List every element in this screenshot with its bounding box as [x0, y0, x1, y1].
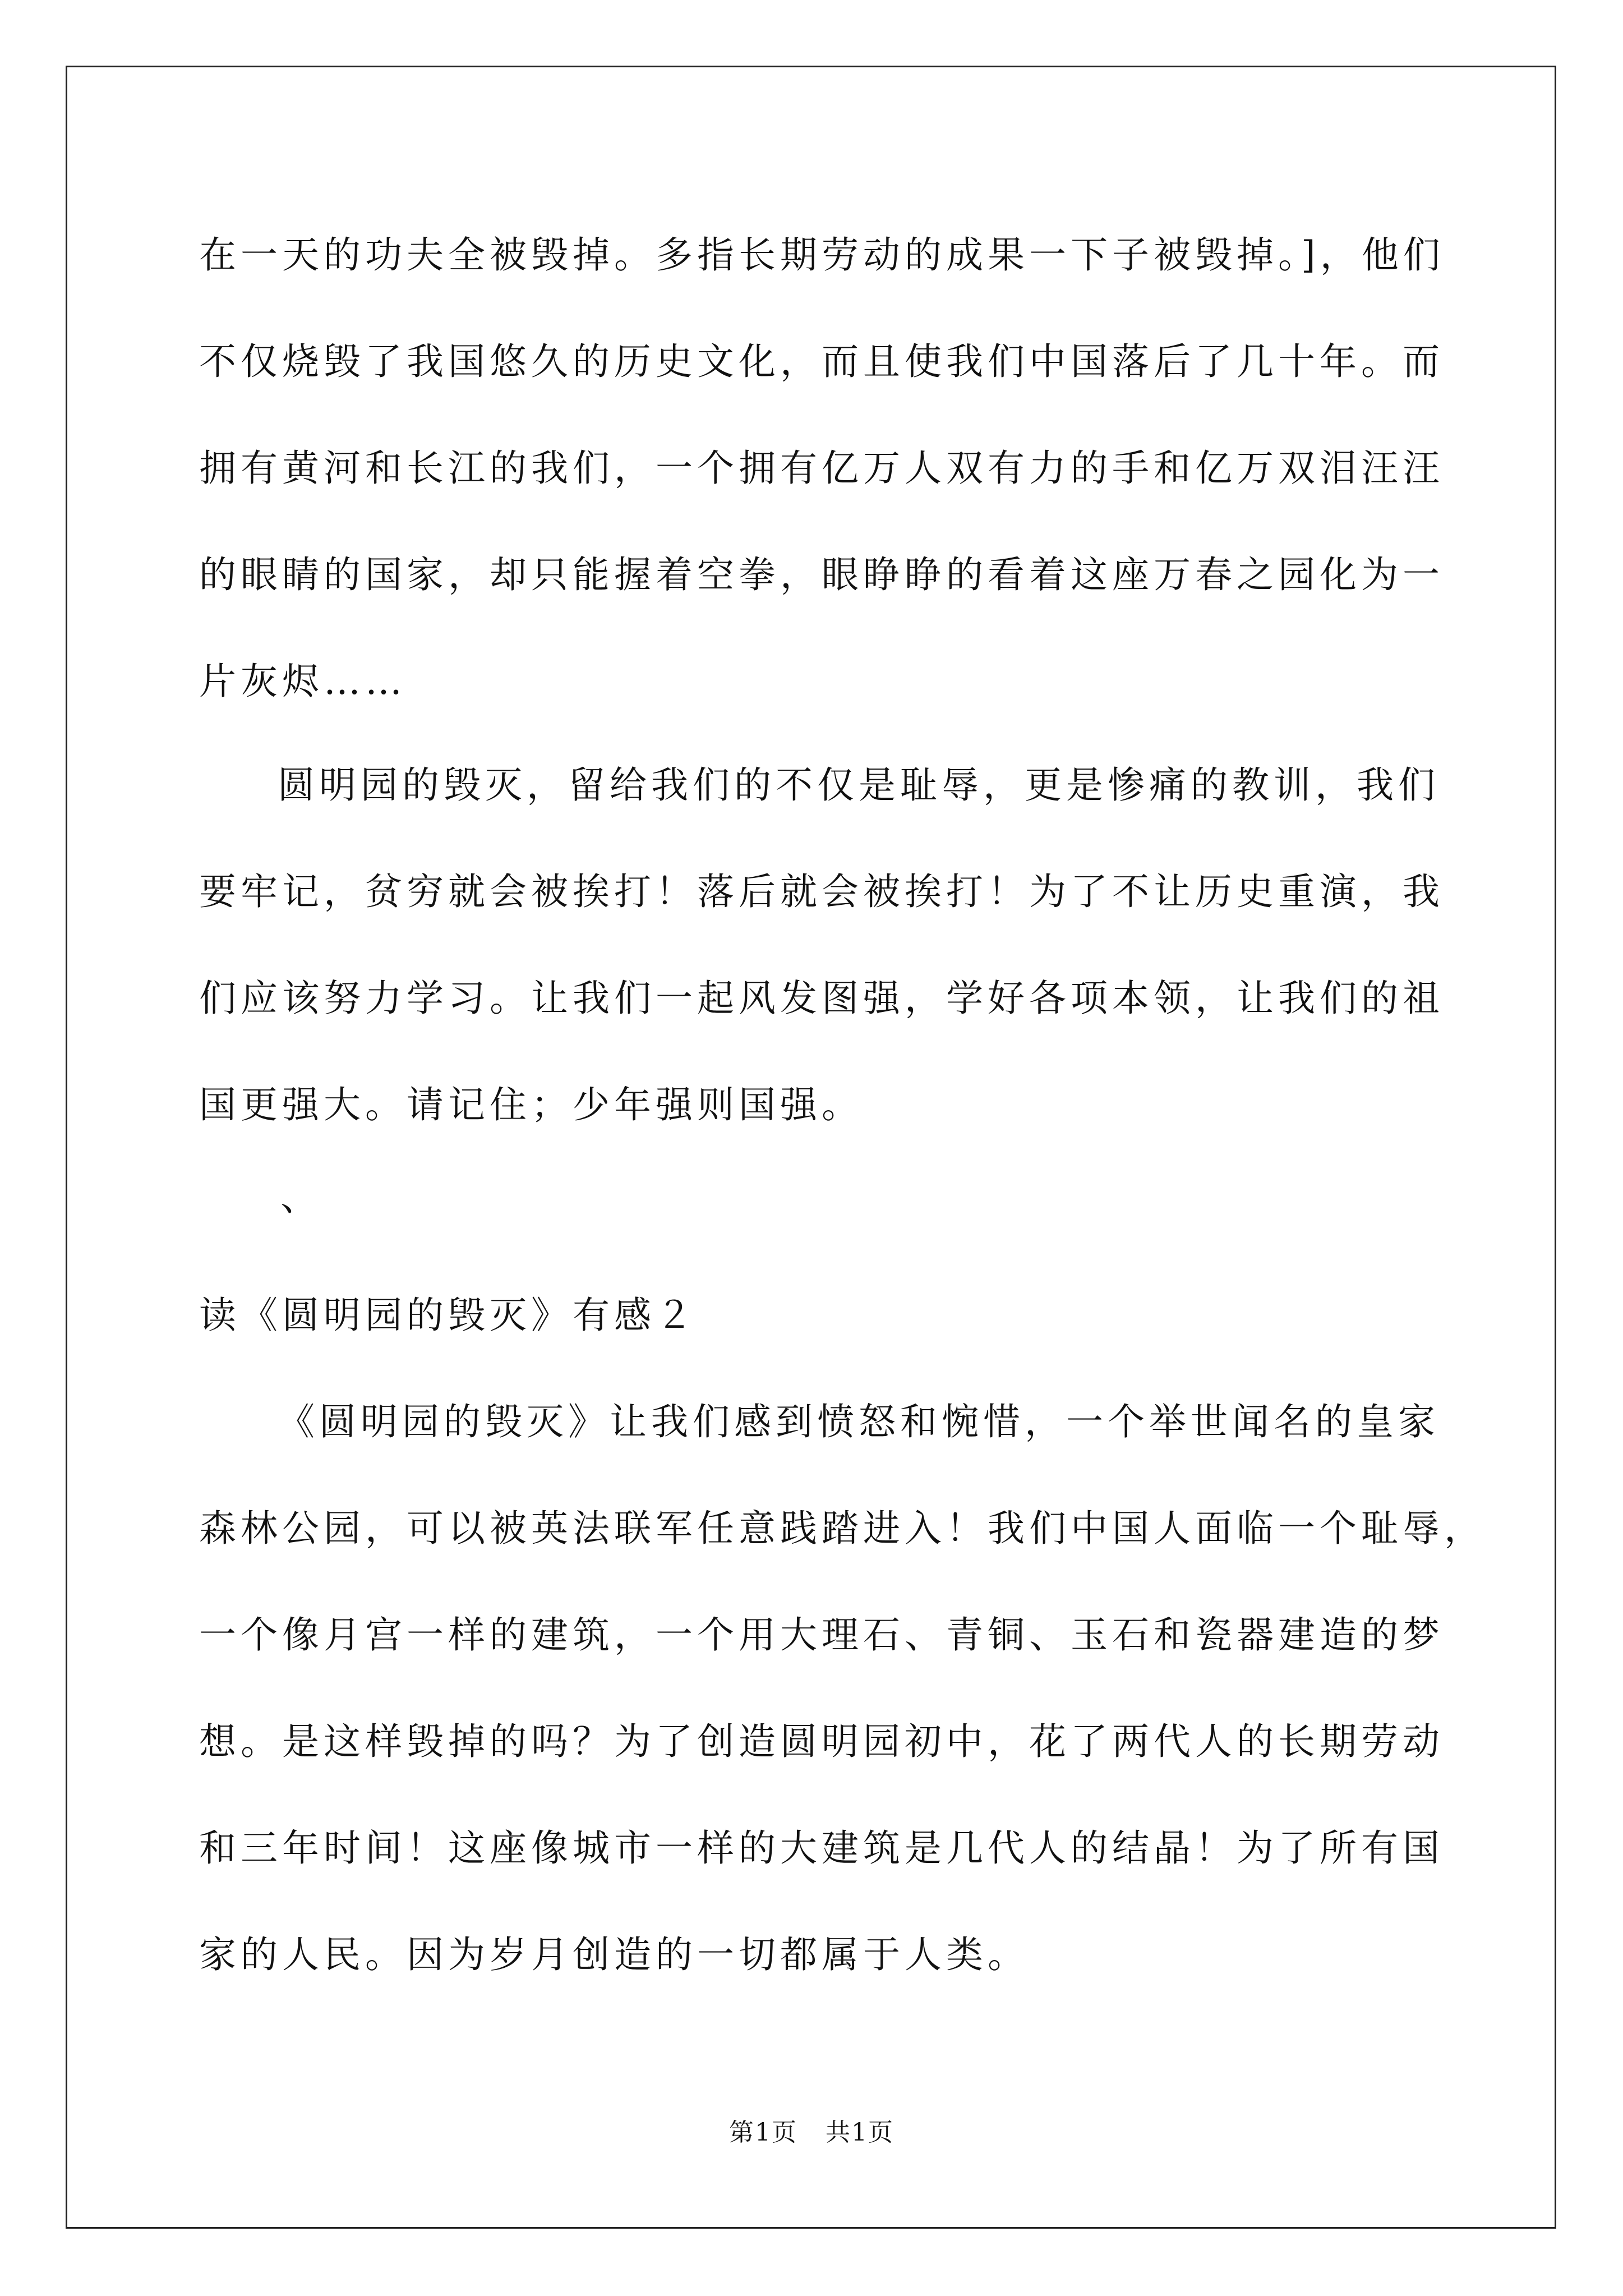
- paragraph-line: 片灰烬……: [199, 660, 407, 703]
- page-number: 第1页: [729, 2118, 797, 2147]
- paragraph-line: 在一天的功夫全被毁掉。多指长期劳动的成果一下子被毁掉。]，他们: [199, 233, 1445, 277]
- paragraph-line: 不仅烧毁了我国悠久的历史文化，而且使我们中国落后了几十年。而: [199, 340, 1444, 383]
- paragraph-1: [199, 202, 1461, 735]
- paragraph-line: 圆明园的毁灭，留给我们的不仅是耻辱，更是惨痛的教训，我们: [278, 763, 1440, 807]
- paragraph-line: 国更强大。请记住；少年强则国强。: [199, 1083, 863, 1126]
- page-footer: [0, 2116, 1623, 2150]
- paragraph-3: [199, 1369, 1486, 2008]
- pause-mark: 、: [280, 1176, 317, 1219]
- section-title-text: 读《圆明园的毁灭》有感２: [199, 1294, 697, 1337]
- section-title: [199, 1262, 1461, 1369]
- paragraph-line: 和三年时间！这座像城市一样的大建筑是几代人的结晶！为了所有国: [199, 1826, 1444, 1870]
- paragraph-line: 的眼睛的国家，却只能握着空拳，眼睁睁的看着这座万春之园化为一: [199, 553, 1444, 596]
- paragraph-line: 一个像月宫一样的建筑，一个用大理石、青铜、玉石和瓷器建造的梦: [199, 1613, 1444, 1657]
- page-total: 共1页: [826, 2118, 894, 2147]
- paragraph-line: 要牢记，贫穷就会被挨打！落后就会被挨打！为了不让历史重演，我: [199, 870, 1444, 913]
- paragraph-line: 们应该努力学习。让我们一起风发图强，学好各项本领，让我们的祖: [199, 977, 1444, 1020]
- paragraph-line: 想。是这样毁掉的吗？为了创造圆明园初中，花了两代人的长期劳动: [199, 1720, 1444, 1763]
- paragraph-2: [199, 732, 1461, 1158]
- paragraph-line: 家的人民。因为岁月创造的一切都属于人类。: [199, 1933, 1029, 1976]
- paragraph-line: 《圆明园的毁灭》让我们感到愤怒和惋惜，一个举世闻名的皇家: [278, 1400, 1440, 1443]
- paragraph-line: 森林公园，可以被英法联军任意践踏进入！我们中国人面临一个耻辱，: [199, 1507, 1486, 1550]
- paragraph-line: 拥有黄河和长江的我们，一个拥有亿万人双有力的手和亿万双泪汪汪: [199, 447, 1444, 490]
